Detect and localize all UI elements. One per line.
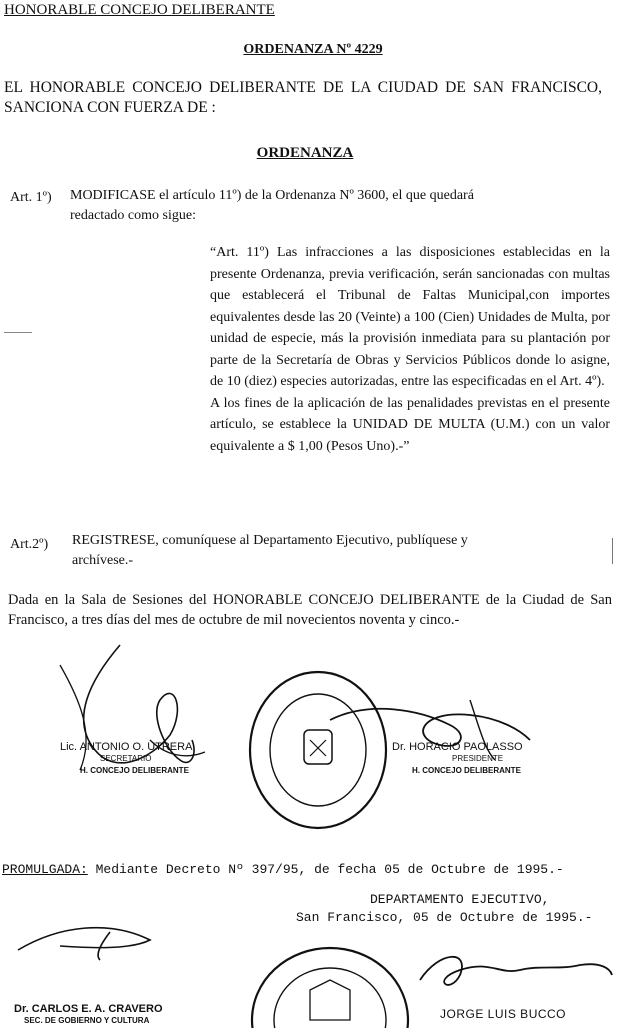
preamble: EL HONORABLE CONCEJO DELIBERANTE DE LA CIUDAD DE SAN FRANCISCO, SANCIONA CON FUERZA DE :: [4, 79, 602, 116]
article2-label: Art.2º): [10, 537, 49, 552]
quote-paragraph-2: A los fines de la aplicación de las penalidades previstas en el presente artículo, se establece la UNIDAD DE MULTA (U.M.) con un valor equivalente a $ 1,00 (Pesos Uno).-”: [210, 395, 610, 454]
promulgation-text: Mediante Decreto Nº 397/95, de fecha 05 de Octubre de 1995.-: [87, 862, 564, 877]
article2-text: [72, 531, 610, 571]
council-header: HONORABLE CONCEJO DELIBERANTE: [4, 2, 275, 18]
executive-right-signature: [420, 957, 612, 985]
article1-line2: redactado como sigue:: [70, 208, 196, 223]
article1-text: [70, 186, 610, 226]
article2-line2: archívese.-: [72, 553, 134, 568]
executive-left-role: SEC. DE GOBIERNO Y CULTURA: [24, 1016, 150, 1025]
council-right-name: Dr. HORACIO PAOLASSO: [392, 741, 523, 753]
council-left-role: SECRETARIO: [100, 754, 152, 763]
scan-mark-right: [612, 538, 613, 564]
executive-right-signatory: [440, 1008, 620, 1020]
article1-line1: MODIFICASE el artículo 11º) de la Ordenanza Nº 3600, el que quedará: [70, 188, 474, 203]
scan-mark: [4, 332, 32, 333]
article2-line1: REGISTRESE, comuníquese al Departamento Ejecutivo, publíquese y: [72, 533, 468, 548]
council-seal: [250, 672, 386, 828]
executive-seal: [252, 948, 408, 1028]
closing-paragraph: Dada en la Sala de Sesiones del HONORABLE CONCEJO DELIBERANTE de la Ciudad de San Francisco, a tres días del mes de octubre de mil novecientos noventa y cinco.-: [8, 592, 612, 628]
executive-place-date: San Francisco, 05 de Octubre de 1995.-: [296, 910, 593, 925]
executive-left-signature: [18, 928, 150, 960]
council-left-org: H. CONCEJO DELIBERANTE: [80, 766, 189, 775]
council-right-role: PRESIDENTE: [452, 754, 504, 763]
executive-left-name: Dr. CARLOS E. A. CRAVERO: [14, 1003, 163, 1015]
promulgation-line: [2, 862, 564, 877]
section-title: ORDENANZA: [256, 145, 354, 161]
ordinance-number: ORDENANZA Nº 4229: [243, 42, 383, 57]
council-right-signatory: [392, 741, 602, 777]
council-left-signatory: [60, 741, 260, 777]
quoted-article: [210, 242, 610, 457]
executive-left-signatory: [14, 1003, 234, 1027]
council-right-org: H. CONCEJO DELIBERANTE: [412, 766, 521, 775]
executive-right-name: JORGE LUIS BUCCO: [440, 1007, 567, 1021]
promulgation-label: PROMULGADA:: [2, 862, 88, 877]
council-left-name: Lic. ANTONIO O. UTRERA: [60, 741, 193, 753]
quote-paragraph-1: “Art. 11º) Las infracciones a las disposiciones establecidas en la presente Ordenanza, previa verificación, serán sancionadas con multas que establecerá el Tribunal de Faltas Municipal,con importes equivalentes desde las 20 (Veinte) a 100 (Cien) Unidades de Multa, por unidad de especie, más la provisión inmediata para su plantación por parte de la Secretaría de Obras y Servicios Públicos donde lo asigne, de 10 (diez) especies autorizadas, entre las especificadas en el Art. 4º).: [210, 245, 610, 389]
article1-label: Art. 1º): [10, 190, 52, 205]
executive-department: DEPARTAMENTO EJECUTIVO,: [370, 892, 550, 907]
